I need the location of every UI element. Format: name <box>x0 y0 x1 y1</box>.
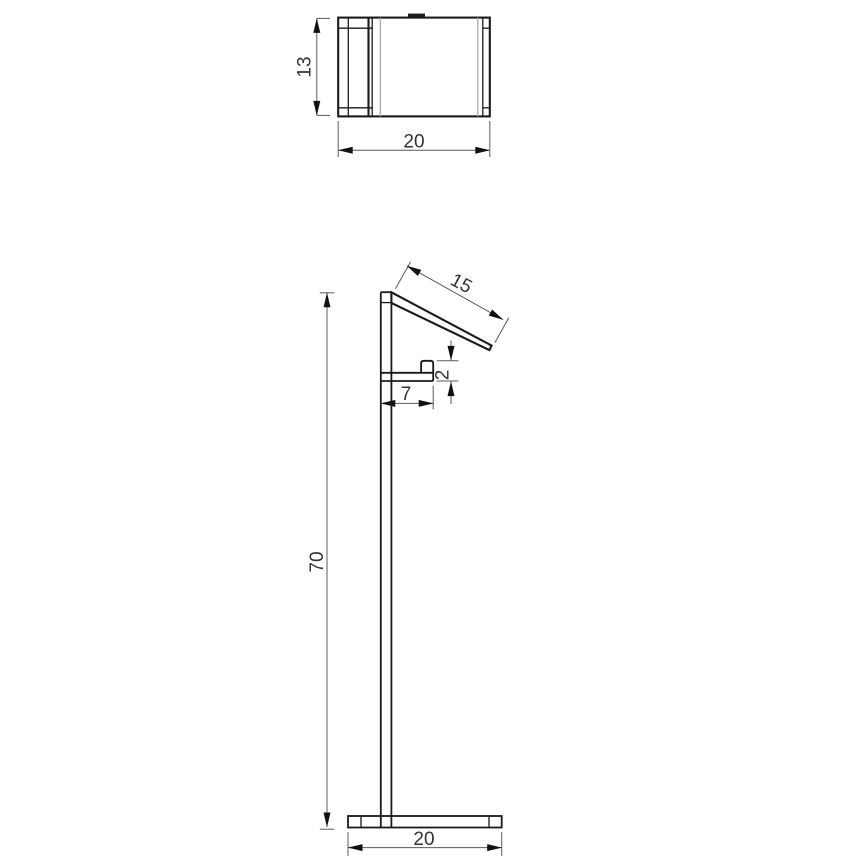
hook-tip-outline <box>421 361 433 381</box>
extension-line <box>395 262 410 289</box>
dimension-label-width: 20 <box>403 131 425 153</box>
front-view <box>348 292 502 827</box>
top-view-notch <box>408 14 425 19</box>
dimension-label-base-width: 20 <box>413 829 435 850</box>
dimension-label-stand-height: 70 <box>307 551 328 573</box>
dimension-top-width <box>338 121 490 157</box>
angled-arm <box>391 292 491 350</box>
extension-line <box>495 318 509 343</box>
base-plate-outline <box>348 816 502 828</box>
dimension-label-hook-depth: 7 <box>400 383 412 405</box>
top-view-outline <box>338 18 490 117</box>
dimension-hook-depth <box>381 384 433 410</box>
dimension-hook-height <box>432 341 458 405</box>
dimension-label-arm-length: 15 <box>446 269 476 299</box>
dimension-label-depth: 13 <box>294 56 316 78</box>
dimension-stand-height <box>307 293 334 829</box>
dimension-label-hook-height: 2 <box>432 369 454 381</box>
dimension-top-depth <box>295 18 331 115</box>
dimension-base-width <box>348 829 502 856</box>
top-view <box>338 14 490 117</box>
